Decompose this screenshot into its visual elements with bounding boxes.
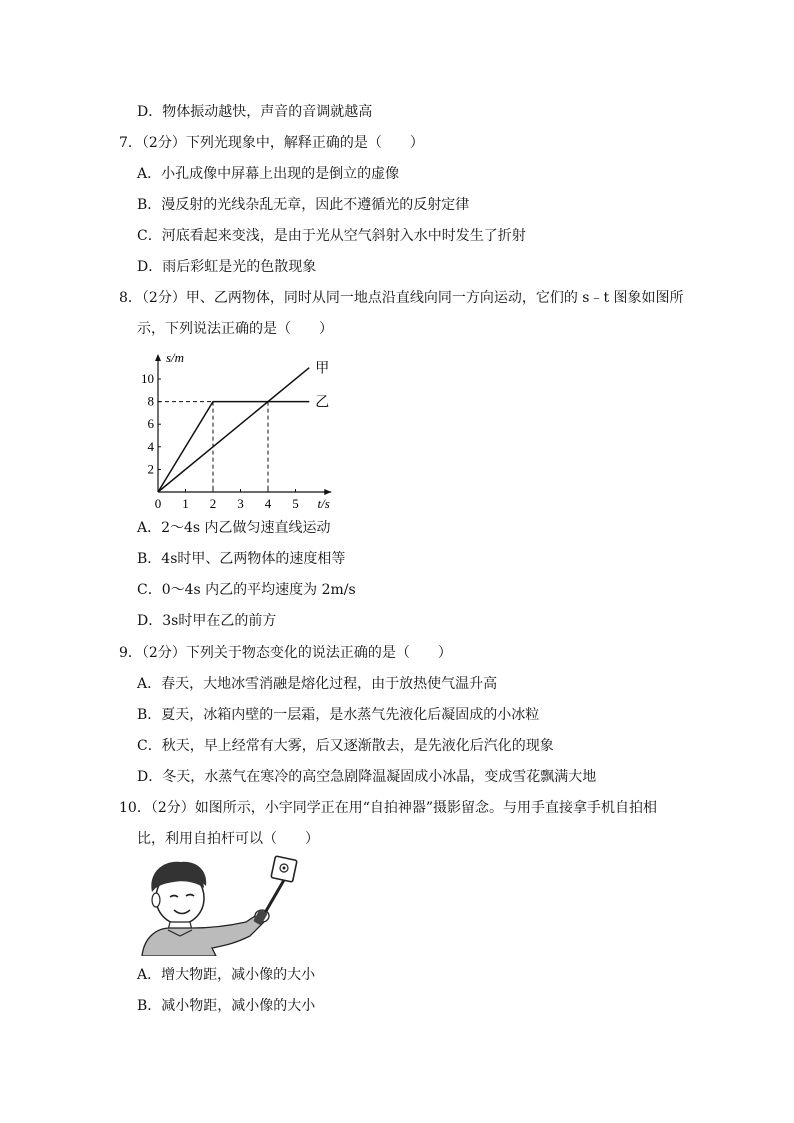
x-tick-label: 2: [209, 496, 217, 511]
series-line-1: [158, 368, 309, 492]
q8-option-b: B．4s时甲、乙两物体的速度相等: [137, 551, 346, 567]
x-tick-label: 3: [237, 496, 244, 511]
x-tick-label: 4: [264, 496, 272, 511]
q9-option-b: B．夏天，冰箱内壁的一层霜，是水蒸气先液化后凝固成的小冰粒: [137, 707, 540, 723]
q8-stem-line1: 8．（2分）甲、乙两物体，同时从同一地点沿直线向同一方向运动，它们的 s﹣t 图象如图所: [119, 290, 684, 306]
q10-stem-line2: 比，利用自拍杆可以（ ）: [137, 831, 319, 847]
q7-stem: 7．（2分）下列光现象中，解释正确的是（ ）: [119, 135, 424, 151]
st-graph: [138, 348, 358, 513]
q9-option-c: C．秋天，早上经常有大雾，后又逐渐散去，是先液化后汽化的现象: [137, 738, 554, 754]
q8-option-a: A．2～4s 内乙做匀速直线运动: [137, 520, 331, 536]
y-axis-arrow: [155, 354, 161, 361]
q10-option-a: A．增大物距，减小像的大小: [137, 967, 316, 983]
q9-stem: 9．（2分）下列关于物态变化的说法正确的是（ ）: [119, 645, 452, 661]
q8-option-c: C．0～4s 内乙的平均速度为 2m/s: [137, 582, 356, 598]
q8-stem-line2: 示，下列说法正确的是（ ）: [137, 321, 333, 337]
series-label-2: 乙: [315, 395, 330, 411]
y-tick-label: 10: [141, 371, 154, 386]
q7-option-c: C．河底看起来变浅，是由于光从空气斜射入水中时发生了折射: [137, 228, 526, 244]
y-tick-label: 4: [147, 438, 154, 454]
q8-option-d: D．3s时甲在乙的前方: [137, 613, 277, 629]
y-tick-label: 2: [147, 461, 154, 477]
series-label-1: 甲: [315, 361, 330, 377]
y-tick-label: 8: [147, 393, 154, 409]
q10-option-b: B．减小物距，减小像的大小: [137, 998, 316, 1014]
x-axis-arrow: [324, 489, 331, 495]
q6-option-d: D．物体振动越快，声音的音调就越高: [137, 104, 373, 120]
x-tick-label: 5: [292, 496, 299, 511]
series-line-2: [158, 402, 309, 492]
q7-option-a: A．小孔成像中屏幕上出现的是倒立的虚像: [137, 166, 400, 182]
q7-option-d: D．雨后彩虹是光的色散现象: [137, 259, 317, 275]
q9-option-a: A．春天，大地冰雪消融是熔化过程，由于放热使气温升高: [137, 676, 498, 692]
q10-stem-line1: 10．（2分）如图所示，小宇同学正在用“自拍神器”摄影留念。与用手直接拿手机自拍相: [119, 800, 658, 816]
y-axis-label: s/m: [166, 350, 185, 365]
x-tick-label: 1: [182, 496, 189, 511]
q9-option-d: D．冬天，水蒸气在寒冷的高空急剧降温凝固成小冰晶，变成雪花飘满大地: [137, 769, 597, 785]
q7-option-b: B．漫反射的光线杂乱无章，因此不遵循光的反射定律: [137, 197, 470, 213]
selfie-stick-illustration: [138, 852, 308, 956]
y-tick-label: 6: [147, 416, 154, 432]
origin-label: 0: [154, 496, 162, 511]
x-axis-label: t/s: [317, 496, 330, 511]
